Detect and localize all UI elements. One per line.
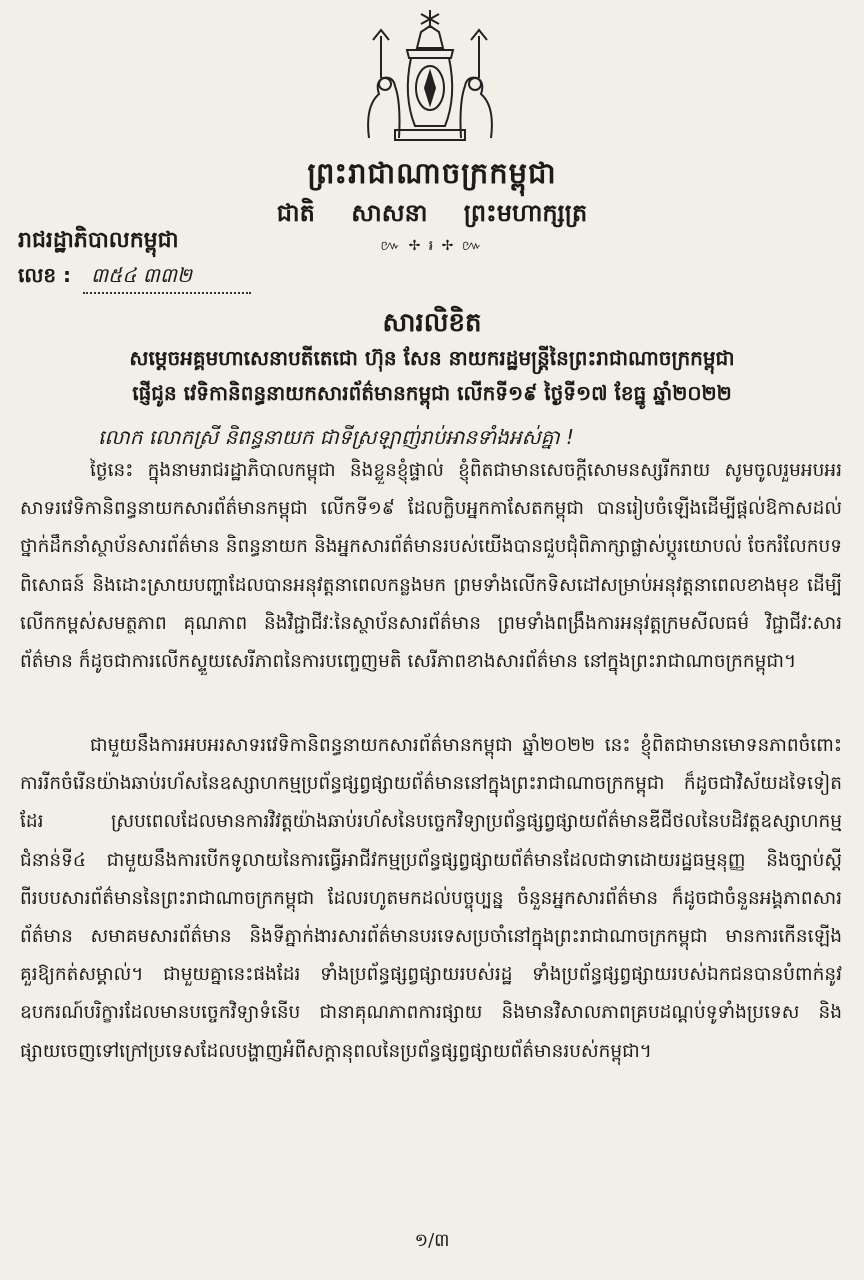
- document-title: សារលិខិត: [382, 308, 482, 338]
- body-paragraph-1: ថ្ងៃនេះ ក្នុងនាមរាជរដ្ឋាភិបាលកម្ពុជា និងខ្លួនខ្ញុំផ្ទាល់ ខ្ញុំពិតជាមានសេចក្តីសោមនស្សរីករាយ សូមចូលរួមអបអរសាទរវេទិកានិពន្ធនាយកសារព័ត៌មានកម្ពុជា លើកទី១៩ ដែលក្លិបអ្នកកាសែតកម្ពុជា បានរៀបចំឡើងដើម្បីផ្តល់ឱកាសដល់ថ្នាក់ដឹកនាំស្ថាប័នសារព័ត៌មាន និពន្ធនាយក និងអ្នកសារព័ត៌មានរបស់យើងបានជួបជុំពិភាក្សាផ្លាស់ប្តូរយោបល់ ចែករំលែកបទពិសោធន៍ និងដោះស្រាយបញ្ហាដែលបានអនុវត្តនាពេលកន្លងមក ព្រមទាំងលើកទិសដៅសម្រាប់អនុវត្តនាពេលខាងមុខ ដើម្បីលើកកម្ពស់សមត្ថភាព គុណភាព និងវិជ្ជាជីវៈនៃស្ថាប័នសារព័ត៌មាន ព្រមទាំងពង្រឹងការអនុវត្តក្រមសីលធម៌ វិជ្ជាជីវៈសារព័ត៌មាន ក៏ដូចជាការលើកស្ទួយសេរីភាពនៃការបញ្ចេញមតិ សេរីភាពខាងសារព័ត៌មាន នៅក្នុងព្រះរាជាណាចក្រកម្ពុជា។: [20, 460, 842, 673]
- kingdom-heading: ព្រះរាជាណាចក្រកម្ពុជា: [307, 156, 557, 190]
- ornament-divider: ៚ ✢ ៛ ✢ ៚: [380, 238, 484, 254]
- reference-number: ៣៥៤ ៣៣២: [83, 262, 251, 294]
- motto-king: ព្រះមហាក្សត្រ: [463, 199, 588, 227]
- royal-coat-of-arms-emblem: [355, 6, 505, 146]
- motto-religion: សាសនា: [351, 199, 428, 227]
- body-paragraph-2: ជាមួយនឹងការអបអរសាទរវេទិកានិពន្ធនាយកសារព័ត៌មានកម្ពុជា ឆ្នាំ២០២២ នេះ ខ្ញុំពិតជាមានមោទនភាពចំពោះការរីកចំរើនយ៉ាងឆាប់រហ័សនៃឧស្សាហកម្មប្រព័ន្ធផ្សព្វផ្សាយព័ត៌មាននៅក្នុងព្រះរាជាណាចក្រកម្ពុជា ក៏ដូចជាវិស័យដទៃទៀតដែរ ស្របពេលដែលមានការវិវត្តយ៉ាងឆាប់រហ័សនៃបច្ចេកវិទ្យាប្រព័ន្ធផ្សព្វផ្សាយព័ត៌មានឌីជីថលនៃបដិវត្តឧស្សាហកម្មជំនាន់ទី៤ ជាមួយនឹងការបើកទូលាយនៃការធ្វើអាជីវកម្មប្រព័ន្ធផ្សព្វផ្សាយព័ត៌មានដែលជាទាដោយរដ្ឋធម្មនុញ្ញ និងច្បាប់ស្តីពីរបបសារព័ត៌មាននៃព្រះរាជាណាចក្រកម្ពុជា ដែលរហូតមកដល់បច្ចុប្បន្ន ចំនួនអ្នកសារព័ត៌មាន ក៏ដូចជាចំនួនអង្គភាពសារព័ត៌មាន សមាគមសារព័ត៌មាន និងទីភ្នាក់ងារសារព័ត៌មានបរទេសប្រចាំនៅក្នុងព្រះរាជាណាចក្រកម្ពុជា មានការកើនឡើងគួរឱ្យកត់សម្គាល់។ ជាមួយគ្នានេះផងដែរ ទាំងប្រព័ន្ធផ្សព្វផ្សាយរបស់រដ្ឋ ទាំងប្រព័ន្ធផ្សព្វផ្សាយរបស់ឯកជនបានបំពាក់នូវឧបករណ៍បរិក្ខារដែលមានបច្ចេកវិទ្យាទំនើប ជានាគុណភាពការផ្សាយ និងមានវិសាលភាពគ្របដណ្តប់ទូទាំងប្រទេស និងផ្សាយចេញទៅក្រៅប្រទេសដែលបង្ហាញអំពីសក្តានុពលនៃប្រព័ន្ធផ្សព្វផ្សាយព័ត៌មានរបស់កម្ពុជា។: [20, 735, 842, 1062]
- document-subtitle-line1: សម្តេចអគ្គមហាសេនាបតីតេជោ ហ៊ុន សែន នាយករដ្ឋមន្ត្រីនៃព្រះរាជាណាចក្រកម្ពុជា: [129, 346, 735, 370]
- document-subtitle-line2: ផ្ញើជូន វេទិកានិពន្ធនាយកសារព័ត៌មានកម្ពុជា លើកទី១៩ ថ្ងៃទី១៧ ខែធ្នូ ឆ្នាំ២០២២: [132, 381, 732, 405]
- motto-nation: ជាតិ: [276, 199, 315, 227]
- reference-label: លេខ :: [18, 263, 72, 287]
- salutation: លោក លោកស្រី និពន្ធនាយក ជាទីស្រឡាញ់រាប់អានទាំងអស់គ្នា !: [98, 425, 575, 449]
- page-number: ១/៣: [414, 1230, 450, 1251]
- issuing-government: រាជរដ្ឋាភិបាលកម្ពុជា: [18, 228, 179, 253]
- reference-number-line: [18, 262, 251, 294]
